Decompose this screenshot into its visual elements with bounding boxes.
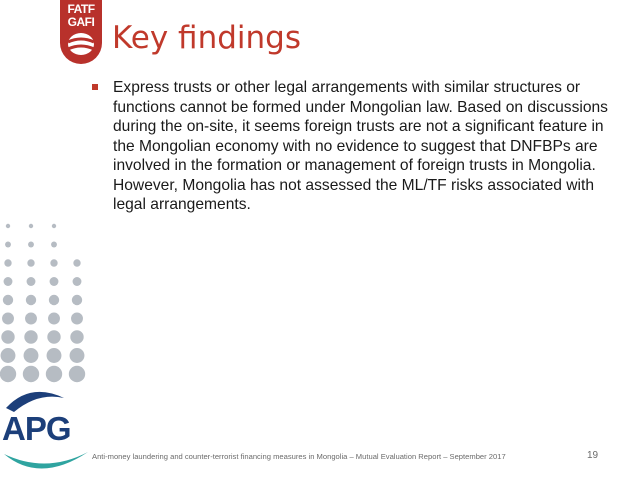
bullet-marker-icon [92,84,98,90]
decorative-dot [47,348,62,363]
apg-logo [0,388,90,479]
apg-swoosh-top [6,392,64,412]
decorative-dot [50,259,57,266]
apg-logo-text: APG [2,410,71,447]
fatf-logo-text-bottom: GAFI [67,15,95,29]
decorative-dot [73,277,82,286]
decorative-dot [47,330,60,343]
decorative-dot [69,366,85,382]
decorative-dot [46,366,62,382]
decorative-dot [73,259,80,266]
decorative-dot [2,313,14,325]
decorative-dot [71,313,83,325]
fatf-gafi-logo [60,0,102,64]
apg-swoosh-bottom [4,452,88,469]
decorative-dot [4,259,11,266]
fatf-globe-icon [60,30,102,64]
decorative-dot [1,330,14,343]
decorative-dot [5,242,11,248]
decorative-dot [70,330,83,343]
fatf-logo-text-top: FATF [67,2,95,16]
bullet-text: Express trusts or other legal arrangements with similar structures or functions cannot be formed under Mongolian law. Based on discussions during the on-site, it seems foreign trusts are not a significant feature in the Mongolian economy with no evidence to suggest that DNFBPs are involved in the formation or management of foreign trusts in Mongolia. However, Mongolia has not assessed the ML/TF risks associated with legal arrangements. [113,79,608,213]
decorative-dot [4,277,13,286]
decorative-dot [70,348,85,363]
decorative-dot [29,224,33,228]
decorative-dot [28,242,34,248]
decorative-dot [49,295,59,305]
decorative-dot [25,313,37,325]
decorative-dot [3,295,13,305]
decorative-dot [24,330,37,343]
decorative-dot [27,277,36,286]
decorative-dot [72,295,82,305]
decorative-dot [52,224,56,228]
page-number: 19 [587,450,599,461]
decorative-dot [6,224,10,228]
decorative-dot [27,259,34,266]
decorative-dot [26,295,36,305]
decorative-dot [24,348,39,363]
decorative-dot [51,242,57,248]
decorative-dot [23,366,39,382]
slide-title: Key findings [112,20,301,56]
footer-text: Anti-money laundering and counter-terrorist financing measures in Mongolia – Mutual Evaluation Report – September 2017 [92,452,506,461]
decorative-dot [48,313,60,325]
decorative-dot [50,277,59,286]
decorative-dot [1,348,16,363]
decorative-dot [0,366,16,382]
